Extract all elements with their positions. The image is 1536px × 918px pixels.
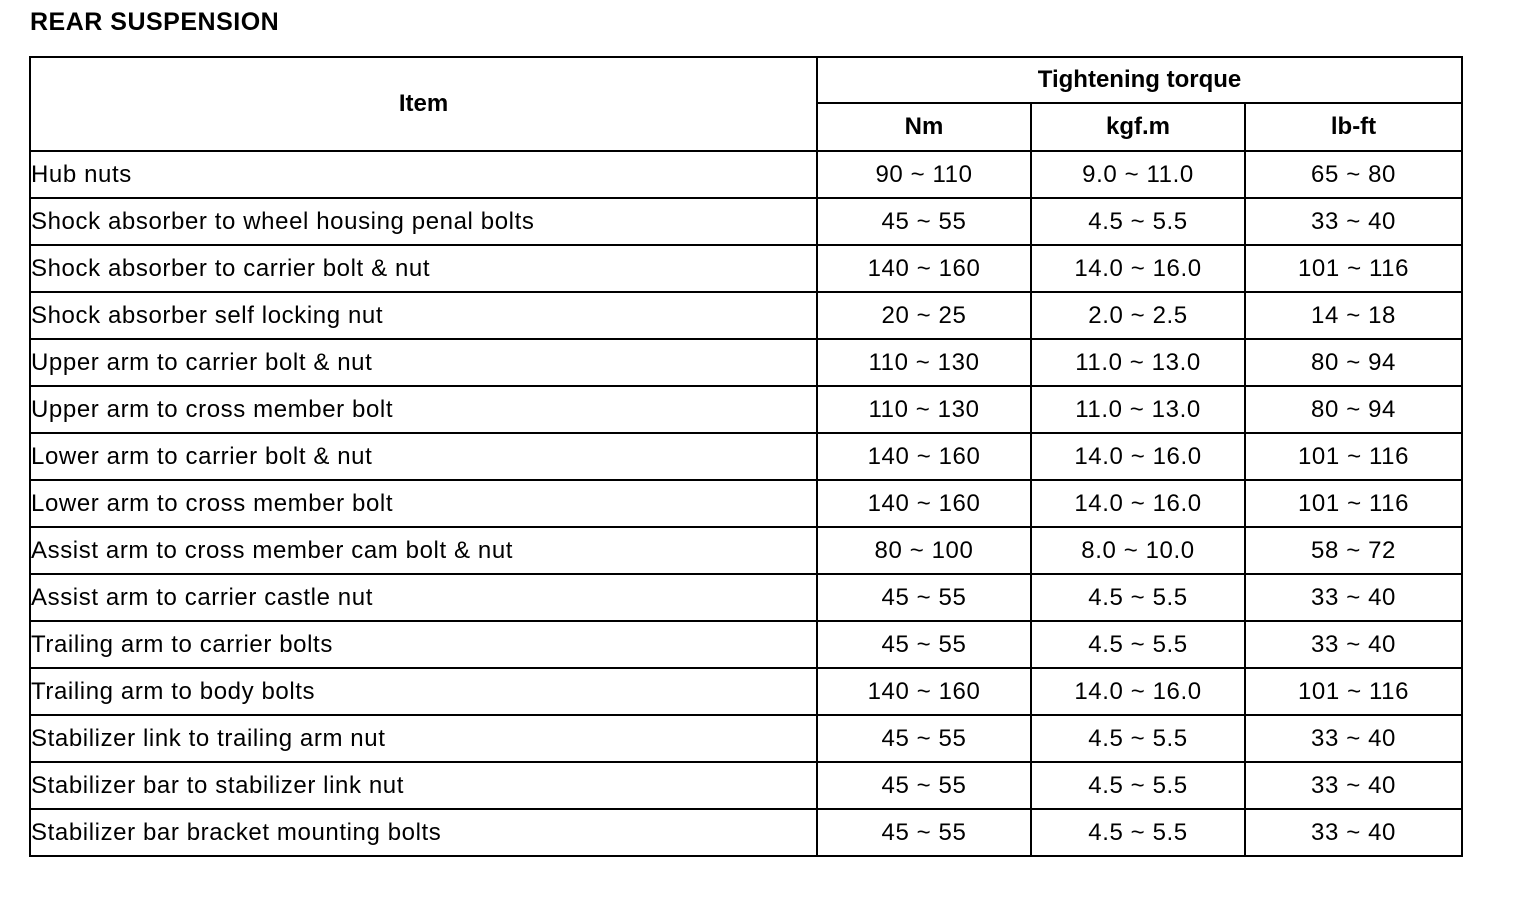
table-body: [30, 151, 1462, 856]
table-row: [30, 621, 1462, 668]
item-cell: Shock absorber self locking nut: [30, 292, 817, 339]
nm-cell: 80 ~ 100: [817, 527, 1031, 574]
table-row: [30, 809, 1462, 856]
table-header: [30, 57, 1462, 151]
item-cell: Trailing arm to carrier bolts: [30, 621, 817, 668]
item-cell: Upper arm to cross member bolt: [30, 386, 817, 433]
table-row: [30, 480, 1462, 527]
unit-header-kgfm: kgf.m: [1031, 103, 1245, 151]
nm-cell: 140 ~ 160: [817, 245, 1031, 292]
item-cell: Stabilizer link to trailing arm nut: [30, 715, 817, 762]
kgfm-cell: 14.0 ~ 16.0: [1031, 480, 1245, 527]
table-row: [30, 574, 1462, 621]
lbft-cell: 80 ~ 94: [1245, 386, 1462, 433]
table-row: [30, 198, 1462, 245]
lbft-cell: 101 ~ 116: [1245, 433, 1462, 480]
table-row: [30, 527, 1462, 574]
item-cell: Assist arm to cross member cam bolt & nut: [30, 527, 817, 574]
nm-cell: 90 ~ 110: [817, 151, 1031, 198]
lbft-cell: 14 ~ 18: [1245, 292, 1462, 339]
item-cell: Hub nuts: [30, 151, 817, 198]
item-column-header: Item: [30, 57, 817, 151]
table-row: [30, 339, 1462, 386]
lbft-cell: 101 ~ 116: [1245, 480, 1462, 527]
kgfm-cell: 4.5 ~ 5.5: [1031, 809, 1245, 856]
tightening-torque-header: Tightening torque: [817, 57, 1462, 103]
nm-cell: 110 ~ 130: [817, 386, 1031, 433]
nm-cell: 45 ~ 55: [817, 621, 1031, 668]
kgfm-cell: 4.5 ~ 5.5: [1031, 198, 1245, 245]
lbft-cell: 80 ~ 94: [1245, 339, 1462, 386]
unit-header-lbft: lb-ft: [1245, 103, 1462, 151]
table-row: [30, 433, 1462, 480]
item-cell: Lower arm to cross member bolt: [30, 480, 817, 527]
lbft-cell: 33 ~ 40: [1245, 574, 1462, 621]
kgfm-cell: 4.5 ~ 5.5: [1031, 574, 1245, 621]
kgfm-cell: 4.5 ~ 5.5: [1031, 715, 1245, 762]
lbft-cell: 65 ~ 80: [1245, 151, 1462, 198]
table-row: [30, 762, 1462, 809]
lbft-cell: 101 ~ 116: [1245, 668, 1462, 715]
table-row: [30, 292, 1462, 339]
nm-cell: 45 ~ 55: [817, 715, 1031, 762]
lbft-cell: 33 ~ 40: [1245, 715, 1462, 762]
lbft-cell: 33 ~ 40: [1245, 762, 1462, 809]
item-cell: Lower arm to carrier bolt & nut: [30, 433, 817, 480]
header-row-group: [30, 57, 1462, 103]
kgfm-cell: 4.5 ~ 5.5: [1031, 762, 1245, 809]
kgfm-cell: 14.0 ~ 16.0: [1031, 668, 1245, 715]
item-cell: Trailing arm to body bolts: [30, 668, 817, 715]
kgfm-cell: 8.0 ~ 10.0: [1031, 527, 1245, 574]
nm-cell: 140 ~ 160: [817, 480, 1031, 527]
item-cell: Stabilizer bar bracket mounting bolts: [30, 809, 817, 856]
nm-cell: 45 ~ 55: [817, 809, 1031, 856]
unit-header-nm: Nm: [817, 103, 1031, 151]
kgfm-cell: 11.0 ~ 13.0: [1031, 339, 1245, 386]
item-cell: Shock absorber to carrier bolt & nut: [30, 245, 817, 292]
kgfm-cell: 9.0 ~ 11.0: [1031, 151, 1245, 198]
table-row: [30, 245, 1462, 292]
item-cell: Shock absorber to wheel housing penal bolts: [30, 198, 817, 245]
lbft-cell: 58 ~ 72: [1245, 527, 1462, 574]
lbft-cell: 33 ~ 40: [1245, 809, 1462, 856]
nm-cell: 45 ~ 55: [817, 574, 1031, 621]
kgfm-cell: 2.0 ~ 2.5: [1031, 292, 1245, 339]
nm-cell: 20 ~ 25: [817, 292, 1031, 339]
table-row: [30, 386, 1462, 433]
nm-cell: 45 ~ 55: [817, 762, 1031, 809]
kgfm-cell: 4.5 ~ 5.5: [1031, 621, 1245, 668]
torque-spec-table: [29, 56, 1463, 857]
nm-cell: 140 ~ 160: [817, 433, 1031, 480]
lbft-cell: 33 ~ 40: [1245, 621, 1462, 668]
table-row: [30, 151, 1462, 198]
table-row: [30, 715, 1462, 762]
item-cell: Assist arm to carrier castle nut: [30, 574, 817, 621]
nm-cell: 45 ~ 55: [817, 198, 1031, 245]
item-cell: Upper arm to carrier bolt & nut: [30, 339, 817, 386]
item-cell: Stabilizer bar to stabilizer link nut: [30, 762, 817, 809]
nm-cell: 140 ~ 160: [817, 668, 1031, 715]
lbft-cell: 33 ~ 40: [1245, 198, 1462, 245]
lbft-cell: 101 ~ 116: [1245, 245, 1462, 292]
table-row: [30, 668, 1462, 715]
kgfm-cell: 14.0 ~ 16.0: [1031, 433, 1245, 480]
nm-cell: 110 ~ 130: [817, 339, 1031, 386]
kgfm-cell: 11.0 ~ 13.0: [1031, 386, 1245, 433]
page-title: REAR SUSPENSION: [30, 8, 280, 36]
kgfm-cell: 14.0 ~ 16.0: [1031, 245, 1245, 292]
